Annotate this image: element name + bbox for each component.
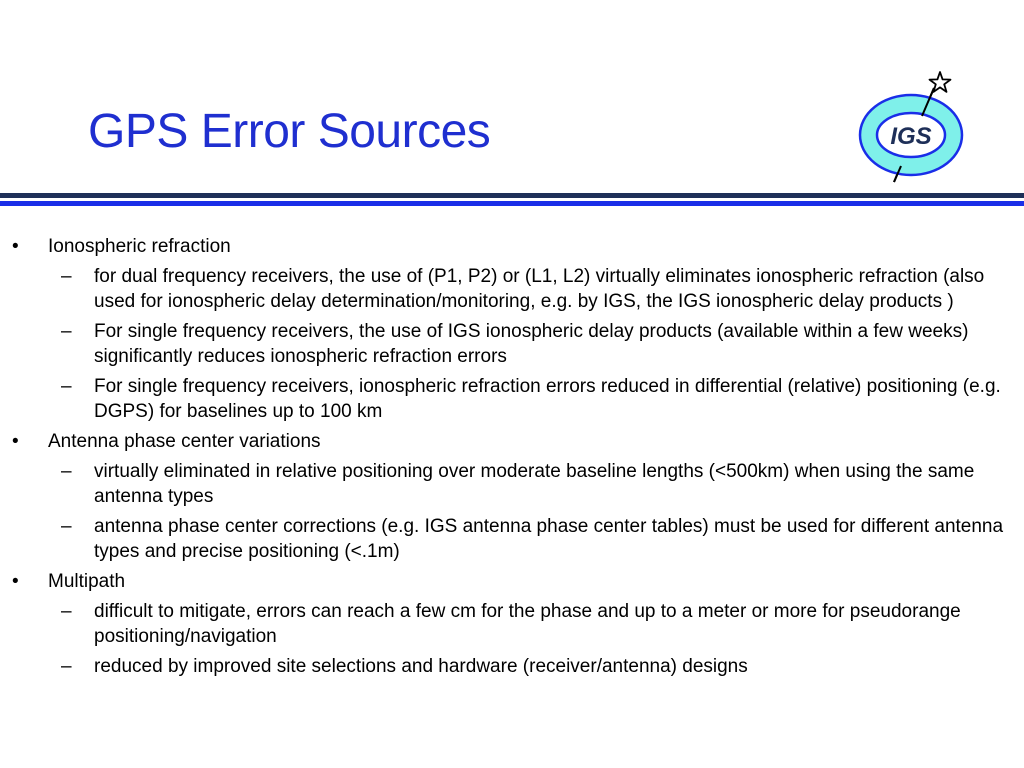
slide-title: GPS Error Sources	[88, 105, 491, 158]
sub-bullet	[0, 374, 1016, 424]
dash-marker: –	[61, 321, 72, 342]
sub-bullet	[0, 264, 1016, 314]
dash-marker: –	[61, 601, 72, 622]
sub-bullet-text: For single frequency receivers, ionospheric refraction errors reduced in differential (relative) positioning (e.g. DGPS) for baselines up to 100 km	[94, 376, 1001, 422]
bullet-ionospheric-refraction	[0, 234, 1008, 259]
sub-bullet	[0, 599, 1016, 649]
igs-logo	[850, 66, 968, 188]
bullet-heading: Antenna phase center variations	[48, 431, 321, 452]
bullet-marker: •	[12, 236, 19, 257]
sub-bullet	[0, 319, 1016, 369]
sub-bullet	[0, 654, 1016, 679]
sub-bullet-text: antenna phase center corrections (e.g. IGS antenna phase center tables) must be used for different antenna types and precise positioning (<.1m)	[94, 516, 1004, 562]
dash-marker: –	[61, 376, 72, 397]
dash-marker: –	[61, 656, 72, 677]
sub-bullet-text: for dual frequency receivers, the use of (P1, P2) or (L1, L2) virtually eliminates ionospheric refraction (also used for ionospheric delay determination/monitoring, e.g. by IGS, the IGS ionospheric delay products )	[94, 266, 985, 312]
header-rule-blue	[0, 201, 1024, 206]
dash-marker: –	[61, 461, 72, 482]
sub-bullet	[0, 459, 1016, 509]
bullet-heading: Multipath	[48, 571, 126, 592]
sub-bullet-text: virtually eliminated in relative positioning over moderate baseline lengths (<500km) when using the same antenna types	[94, 461, 975, 507]
dash-marker: –	[61, 516, 72, 537]
logo-text: IGS	[890, 123, 932, 150]
bullet-multipath	[0, 569, 1008, 594]
sub-bullet-text: reduced by improved site selections and hardware (receiver/antenna) designs	[94, 656, 748, 677]
dash-marker: –	[61, 266, 72, 287]
bullet-marker: •	[12, 571, 19, 592]
bullet-antenna-phase-center	[0, 429, 1008, 454]
header-rule-dark	[0, 193, 1024, 198]
slide-body	[0, 234, 1024, 684]
bullet-marker: •	[12, 431, 19, 452]
bullet-heading: Ionospheric refraction	[48, 236, 231, 257]
sub-bullet	[0, 514, 1016, 564]
sub-bullet-text: difficult to mitigate, errors can reach a few cm for the phase and up to a meter or more for pseudorange positioning/navigation	[94, 601, 961, 647]
sub-bullet-text: For single frequency receivers, the use of IGS ionospheric delay products (available within a few weeks) significantly reduces ionospheric refraction errors	[94, 321, 969, 367]
